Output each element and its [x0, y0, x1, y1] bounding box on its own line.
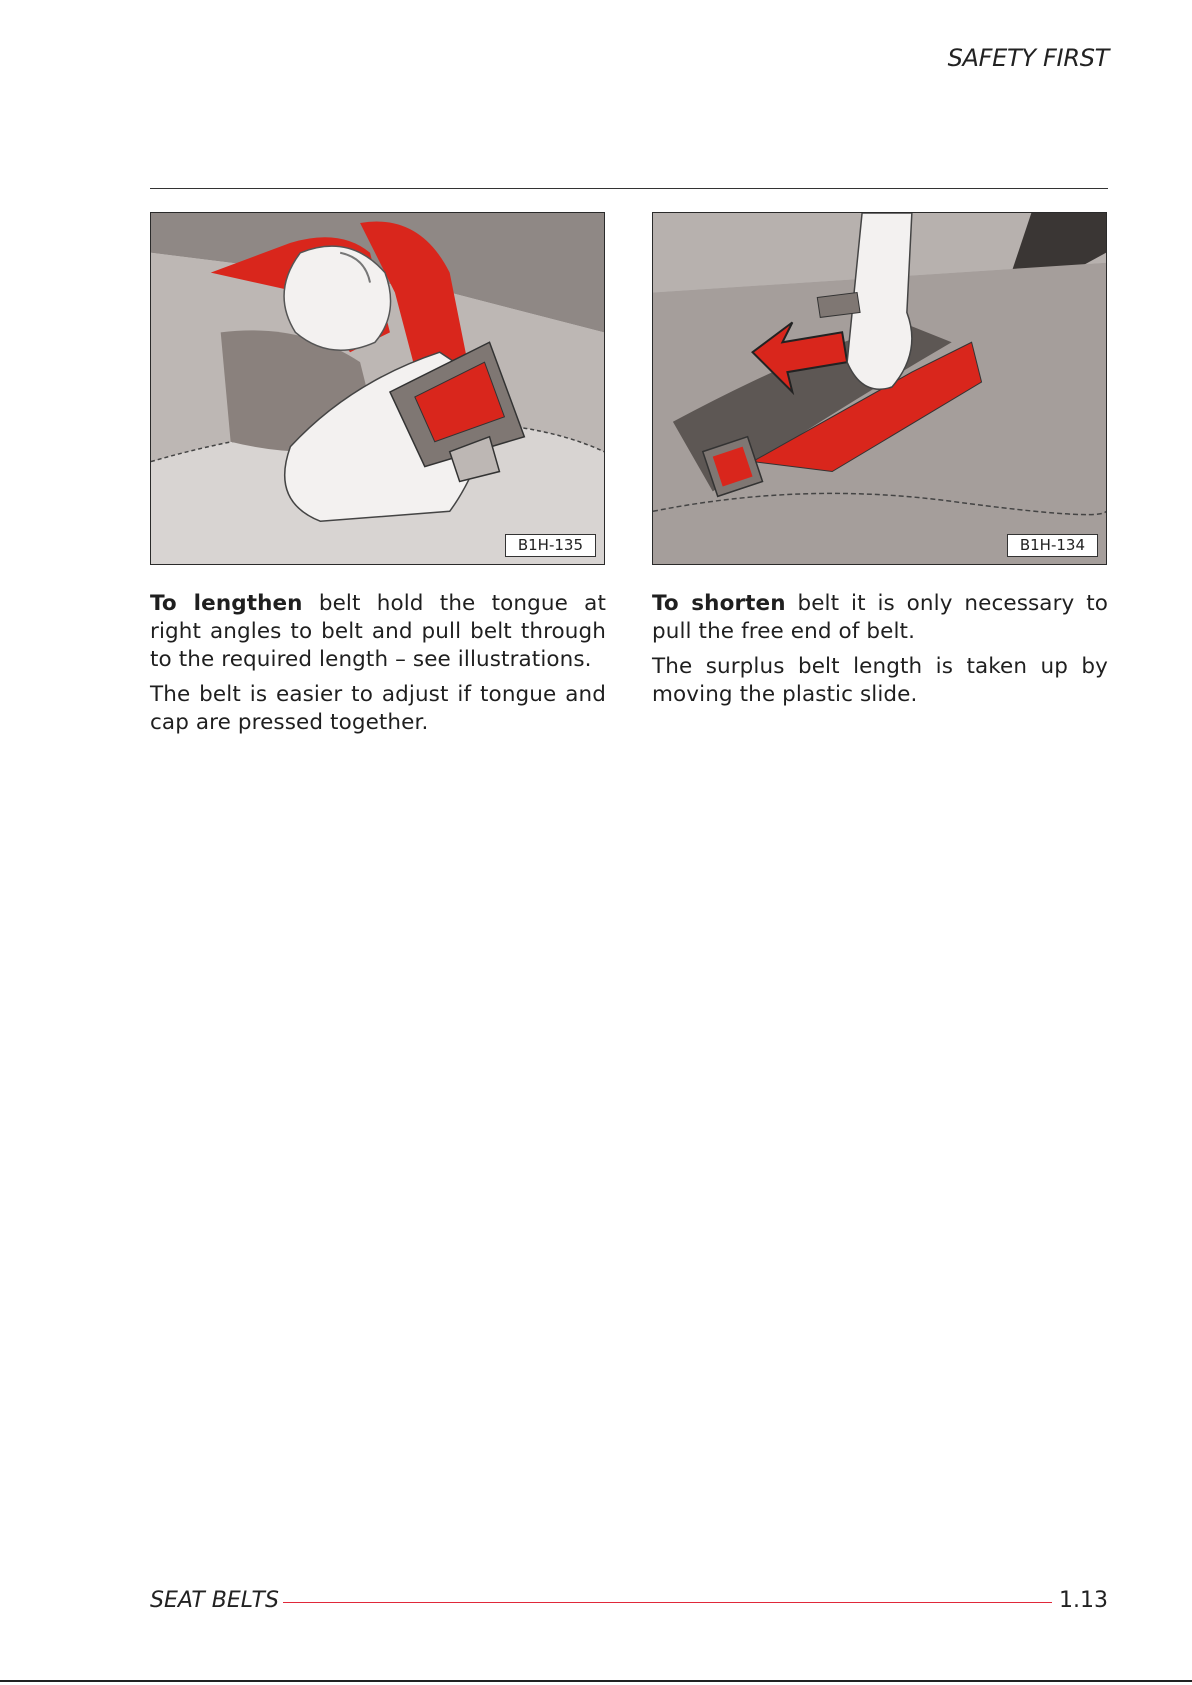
text-column-lengthen — [150, 590, 606, 744]
paragraph-text: belt it is only necessary to pull the free end of belt. — [652, 591, 1108, 644]
page-footer — [150, 1588, 1108, 1618]
page-number: 1.13 — [1059, 1588, 1108, 1613]
figure-code: B1H-134 — [1007, 534, 1098, 557]
text-column-shorten — [652, 590, 1108, 716]
figure-code: B1H-135 — [505, 534, 596, 557]
illustration-shorten-drawing — [653, 213, 1106, 564]
paragraph-text: belt hold the tongue at right angles to belt and pull belt through to the required length – see illustrations. — [150, 591, 606, 672]
illustration-lengthen-belt — [150, 212, 605, 565]
page-header-title: SAFETY FIRST — [947, 44, 1109, 72]
header-rule — [150, 188, 1108, 189]
footer-section-title: SEAT BELTS — [150, 1588, 279, 1613]
paragraph-adjust-tip: The belt is easier to adjust if tongue and cap are pressed together. — [150, 682, 606, 735]
illustration-shorten-belt — [652, 212, 1107, 565]
paragraph-plastic-slide: The surplus belt length is taken up by moving the plastic slide. — [652, 654, 1108, 707]
page-bottom-edge — [0, 1680, 1192, 1682]
lead-term: To shorten — [652, 591, 786, 616]
lead-term: To lengthen — [150, 591, 303, 616]
illustration-lengthen-drawing — [151, 213, 604, 564]
paragraph-lengthen — [150, 590, 606, 674]
footer-rule — [283, 1602, 1052, 1603]
paragraph-shorten — [652, 590, 1108, 646]
